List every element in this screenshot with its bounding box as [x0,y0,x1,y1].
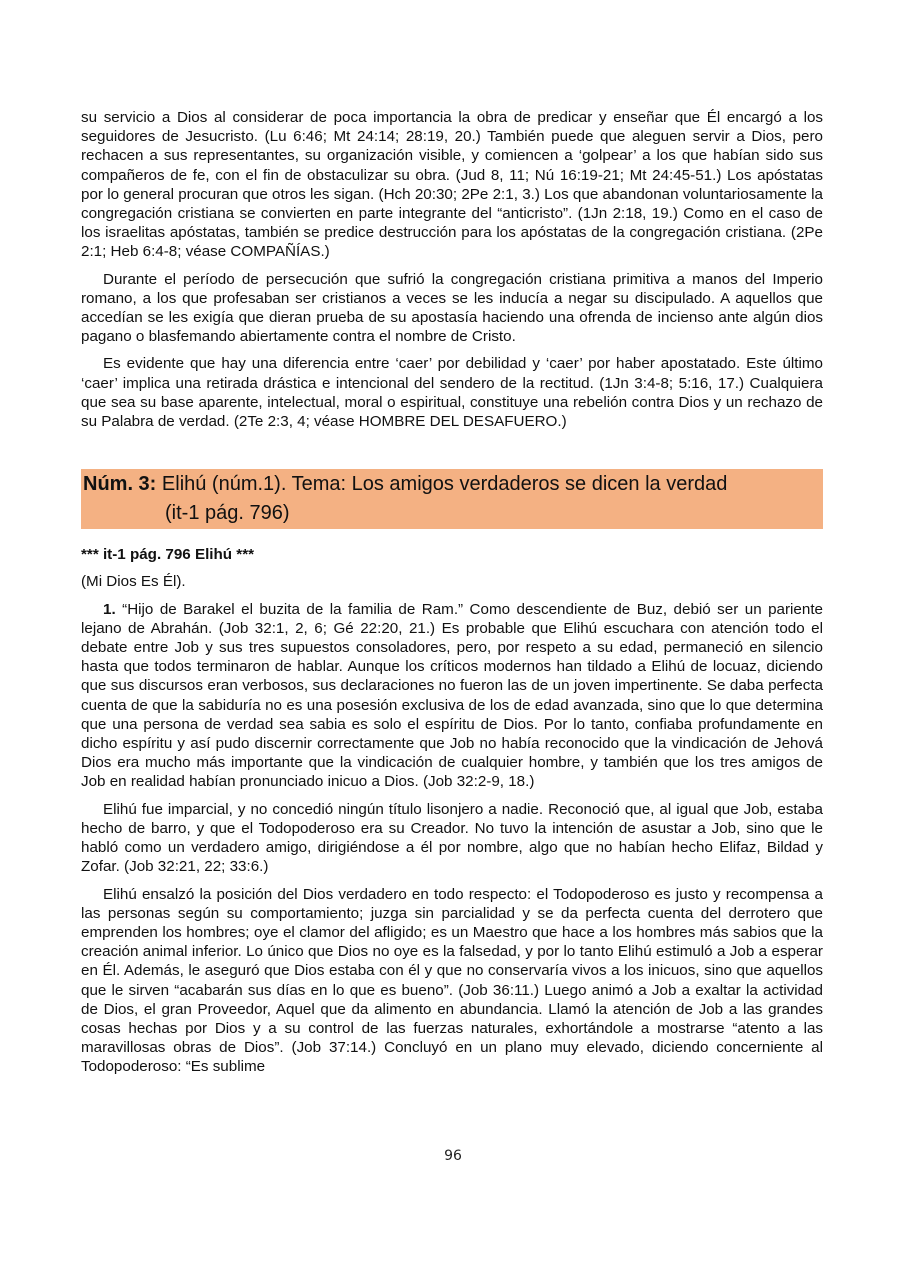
page-number: 96 [444,1148,462,1164]
heading-title: Elihú (núm.1). Tema: Los amigos verdaderos se dicen la verdad [161,473,728,496]
item-number: 1. [103,600,116,618]
article-meaning: (Mi Dios Es Él). [81,573,186,591]
heading-reference: (it-1 pág. 796) [165,501,290,524]
article-title: *** it-1 pág. 796 Elihú *** [81,546,255,564]
paragraph-top-3: Es evidente que hay una diferencia entre ‘caer’ por debilidad y ‘caer’ por haber apostatado. Este último ‘caer’ implica una retirada drástica e intencional del sendero de la rectitud. (1Jn 3:4-8; 5:16, 17.) Cualquiera que sea su base aparente, intelectual, moral o espiritual, constituye una rebelión contra Dios y un rechazo de su Palabra de verdad. (2Te 2:3, 4; véase HOMBRE DEL DESAFUERO.) [81,355,823,431]
article-paragraph-1 [81,600,823,792]
article-paragraph-2: Elihú fue imparcial, y no concedió ningún título lisonjero a nadie. Reconoció que, al igual que Job, estaba hecho de barro, y que el Todopoderoso era su Creador. No tuvo la intención de asustar a Job, sino que le habló como un verdadero amigo, dirigiéndose a él por nombre, algo que no habían hecho Elifaz, Bildad y Zofar. (Job 32:21, 22; 33:6.) [81,800,823,876]
document-page [81,108,823,1077]
section-heading [81,469,823,529]
paragraph-top-2: Durante el período de persecución que sufrió la congregación cristiana primitiva a manos del Imperio romano, a los que profesaban ser cristianos a veces se les inducía a negar su discipulado. A aquellos que accedían se les exigía que dieran prueba de su apostasía haciendo una ofrenda de incienso ante algún dios pagano o blasfemando abiertamente contra el nombre de Cristo. [81,270,823,346]
heading-number: Núm. 3: [83,473,157,496]
paragraph-top-1: su servicio a Dios al considerar de poca importancia la obra de predicar y enseñar que Él encargó a los seguidores de Jesucristo. (Lu 6:46; Mt 24:14; 28:19, 20.) También puede que aleguen servir a Dios, pero rechacen a sus representantes, su organización visible, y comiencen a ‘golpear’ a los que habían sido sus compañeros de fe, con el fin de obstaculizar su obra. (Jud 8, 11; Nú 16:19-21; Mt 24:45-51.) Los apóstatas por lo general procuran que otros les sigan. (Hch 20:30; 2Pe 2:1, 3.) Los que abandonan voluntariosamente la congregación cristiana se convierten en parte integrante del “anticristo”. (1Jn 2:18, 19.) Como en el caso de los israelitas apóstatas, también se predice destrucción para los apóstatas de la congregación cristiana. (2Pe 2:1; Heb 6:4-8; véase COMPAÑÍAS.) [81,109,823,261]
article-paragraph-3: Elihú ensalzó la posición del Dios verdadero en todo respecto: el Todopoderoso es justo y recompensa a las personas según su comportamiento; juzga sin parcialidad y se da perfecta cuenta del derrotero que emprenden los hombres; oye el clamor del afligido; es un Maestro que hace a los hombres más sabios que la creación animal inferior. Lo único que Dios no oye es la falsedad, y por lo tanto Elihú estimuló a Job a esperar en Él. Además, le aseguró que Dios estaba con él y que no conservaría vivos a los inicuos, sino que aquellos que le sirven “acabarán sus días en lo que es bueno”. (Job 36:11.) Luego animó a Job a exaltar la actividad de Dios, el gran Proveedor, Aquel que da alimento en abundancia. Llamó la atención de Job a las grandes cosas hechas por Dios y a su control de las fuerzas naturales, exhortándole a mostrarse “atento a las maravillosas obras de Dios”. (Job 37:14.) Concluyó en un plano muy elevado, diciendo concerniente al Todopoderoso: “Es sublime [81,885,823,1076]
article-paragraph-1-text: “Hijo de Barakel el buzita de la familia de Ram.” Como descendiente de Buz, debió ser un pariente lejano de Abrahán. (Job 32:1, 2, 6; Gé 22:20, 21.) Es probable que Elihú escuchara con atención todo el debate entre Job y sus tres supuestos consoladores, pero, por respeto a su edad, permaneció en silencio hasta que todos terminaron de hablar. Aunque los críticos modernos han tildado a Elihú de locuaz, diciendo que sus discursos eran verbosos, sus declaraciones no fueron las de un joven impertinente. Se daba perfecta cuenta de que la sabiduría no es una posesión exclusiva de los de edad avanzada, sino que lo que determina que una persona de verdad sea sabia es solo el espíritu de Dios. Por lo tanto, confiaba profundamente en dicho espíritu y así pudo discernir correctamente que Job no había reconocido que la vindicación de Jehová Dios era mucho más importante que la vindicación de cualquier hombre, y también que los tres amigos de Job en realidad habían pronunciado inicuo a Dios. (Job 32:2-9, 18.) [81,600,823,791]
